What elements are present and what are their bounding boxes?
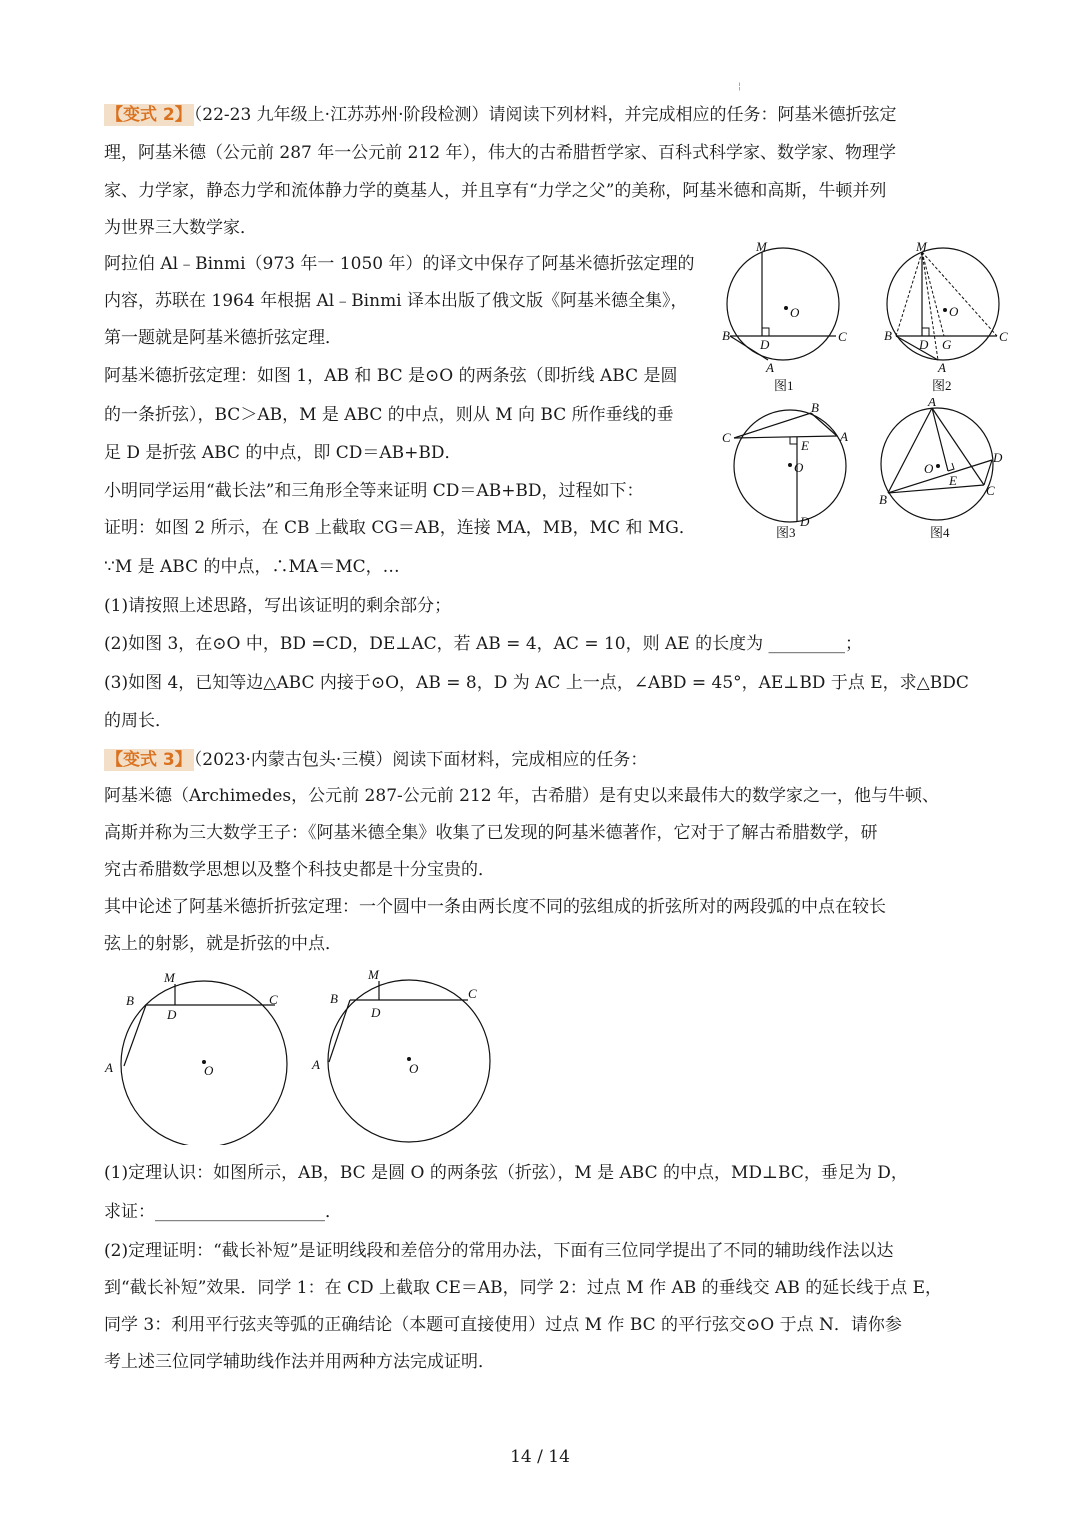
variant3-q2-line3: 同学 3：利用平行弦夹等弧的正确结论（本题可直接使用）过点 M 作 BC 的平行弦交⊙O 于点 N．请你参	[104, 1315, 902, 1335]
fig3-caption: 图3	[776, 525, 796, 540]
variant3-q2-line4: 考上述三位同学辅助线作法并用两种方法完成证明．	[104, 1352, 495, 1372]
variant3-line-4: 其中论述了阿基米德折折弦定理：一个圆中一条由两长度不同的弦组成的折弦所对的两段弧的中点在较长	[104, 897, 886, 917]
variant3-line-5: 弦上的射影，就是折弦的中点．	[104, 934, 342, 954]
right-label-a: A	[312, 1057, 320, 1072]
page-number: 14 / 14	[510, 1447, 570, 1467]
left-label-b: B	[126, 993, 134, 1008]
fig3-label-d: D	[800, 514, 810, 529]
fig4-label-c: C	[986, 483, 995, 498]
fig2-label-a: A	[938, 360, 946, 375]
fig4-caption: 图4	[930, 525, 950, 540]
variant2-line-6: 第一题就是阿基米德折弦定理．	[104, 328, 342, 348]
fig2-label-o: O	[949, 304, 959, 319]
fig4-label-d: D	[993, 450, 1003, 465]
left-label-d: D	[167, 1007, 177, 1022]
fig1-caption: 图1	[774, 378, 794, 393]
left-label-m: M	[164, 970, 175, 985]
variant2-intro: （22-23 九年级上·江苏苏州·阶段检测）请阅读下列材料，并完成相应的任务：阿基米德折弦定	[193, 105, 897, 125]
figure-4	[879, 398, 1003, 540]
variant2-q3: (3)如图 4，已知等边△ABC 内接于⊙O，AB = 8，D 为 AC 上一点，∠ABD = 45°，AE⊥BD 于点 E，求△BDC	[104, 673, 969, 693]
header-mark: ¦	[738, 82, 742, 92]
variant3-q1: (1)定理认识：如图所示，AB，BC 是圆 O 的两条弦（折弦），M 是 ABC 的中点，MD⊥BC，垂足为 D，	[104, 1163, 908, 1183]
fig4-label-e: E	[949, 473, 957, 488]
variant2-line-7: 阿基米德折弦定理：如图 1，AB 和 BC 是⊙O 的两条弦（即折线 ABC 是圆	[104, 366, 678, 386]
variant3-line-2: 高斯并称为三大数学王子：《阿基米德全集》收集了已发现的阿基米德著作，它对于了解古希腊数学，研	[104, 823, 878, 843]
variant2-line-5: 内容，苏联在 1964 年根据 Al﹣Binmi 译本出版了俄文版《阿基米德全集》，	[104, 291, 688, 311]
figures-1-2	[716, 240, 1016, 404]
variant2-q2: (2)如图 3，在⊙O 中，BD =CD，DE⊥AC，若 AB = 4，AC = 10，则 AE 的长度为 _________；	[104, 634, 863, 654]
fig3-label-e: E	[801, 438, 809, 453]
left-label-c: C	[269, 992, 278, 1007]
variant3-q1-cont: 求证：____________________．	[104, 1202, 342, 1222]
figure-1	[722, 240, 847, 393]
variant3-line-1: 阿基米德（Archimedes，公元前 287-公元前 212 年，古希腊）是有史以来最伟大的数学家之一，他与牛顿、	[104, 786, 940, 806]
variant2-q1: (1)请按照上述思路，写出该证明的剩余部分；	[104, 596, 452, 616]
variant3-tag: 【变式 3】	[106, 750, 192, 770]
variant2-line-2: 家、力学家，静态力学和流体静力学的奠基人，并且享有“力学之父”的美称，阿基米德和高斯，牛顿并列	[104, 181, 887, 201]
variant2-line-4: 阿拉伯 Al﹣Binmi（973 年一 1050 年）的译文中保存了阿基米德折弦定理的	[104, 254, 695, 274]
figure-3	[722, 400, 848, 540]
fig2-label-c: C	[999, 329, 1008, 344]
right-label-b: B	[330, 991, 338, 1006]
figures-3-4	[716, 398, 1016, 552]
left-label-o: O	[204, 1063, 214, 1078]
variant2-line-1: 理，阿基米德（公元前 287 年一公元前 212 年），伟大的古希腊哲学家、百科式科学家、数学家、物理学	[104, 143, 897, 163]
right-label-d: D	[371, 1005, 381, 1020]
variant2-line-11: 证明：如图 2 所示，在 CB 上截取 CG＝AB，连接 MA，MB，MC 和 MG．	[104, 518, 696, 538]
variant2-line-9: 足 D 是折弦 ABC 的中点，即 CD＝AB+BD．	[104, 443, 462, 463]
fig1-label-d: D	[760, 337, 770, 352]
fig1-label-m: M	[756, 240, 767, 254]
variant2-line-10: 小明同学运用“截长法”和三角形全等来证明 CD＝AB+BD，过程如下：	[104, 481, 644, 501]
right-label-c: C	[468, 986, 477, 1001]
variant2-line-3: 为世界三大数学家．	[104, 218, 257, 238]
fig3-label-a: A	[840, 429, 848, 444]
fig2-label-g: G	[942, 337, 952, 352]
fig1-label-a: A	[766, 360, 774, 375]
variant3-q2: (2)定理证明：“截长补短”是证明线段和差倍分的常用办法，下面有三位同学提出了不同的辅助线作法以达	[104, 1241, 894, 1261]
fig2-label-b: B	[884, 328, 892, 343]
left-label-a: A	[105, 1060, 113, 1075]
fig2-label-d: D	[919, 337, 929, 352]
variant3-figure-right	[311, 967, 490, 1142]
right-label-o: O	[409, 1061, 419, 1076]
fig2-caption: 图2	[932, 378, 952, 393]
fig4-label-b: B	[879, 492, 887, 507]
variant3-figures	[100, 965, 500, 1149]
fig3-label-o: O	[794, 460, 804, 475]
fig1-label-b: B	[722, 328, 730, 343]
variant2-q3-cont: 的周长．	[104, 711, 172, 731]
variant2-tag: 【变式 2】	[106, 105, 192, 125]
fig4-label-a: A	[928, 398, 936, 409]
fig1-label-o: O	[790, 305, 800, 320]
right-label-m: M	[368, 967, 379, 982]
figure-2	[884, 240, 1008, 393]
fig3-label-c: C	[722, 430, 731, 445]
fig4-label-o: O	[924, 461, 934, 476]
variant3-line-0	[104, 748, 647, 772]
variant3-line-3: 究古希腊数学思想以及整个科技史都是十分宝贵的．	[104, 860, 495, 880]
variant3-intro: （2023·内蒙古包头·三模）阅读下面材料，完成相应的任务：	[193, 750, 648, 770]
fig3-label-b: B	[811, 400, 819, 415]
variant2-line-0	[104, 103, 896, 127]
variant2-line-8: 的一条折弦），BC＞AB，M 是 ABC 的中点，则从 M 向 BC 所作垂线的垂	[104, 405, 674, 425]
fig2-label-m: M	[916, 240, 927, 254]
fig1-label-c: C	[838, 329, 847, 344]
variant3-figure-left	[104, 970, 287, 1145]
variant2-line-12: ∵M 是 ABC 的中点，∴MA＝MC，…	[104, 557, 400, 577]
variant3-q2-line2: 到“截长补短”效果．同学 1：在 CD 上截取 CE＝AB，同学 2：过点 M 作 AB 的垂线交 AB 的延长线于点 E，	[104, 1278, 943, 1298]
